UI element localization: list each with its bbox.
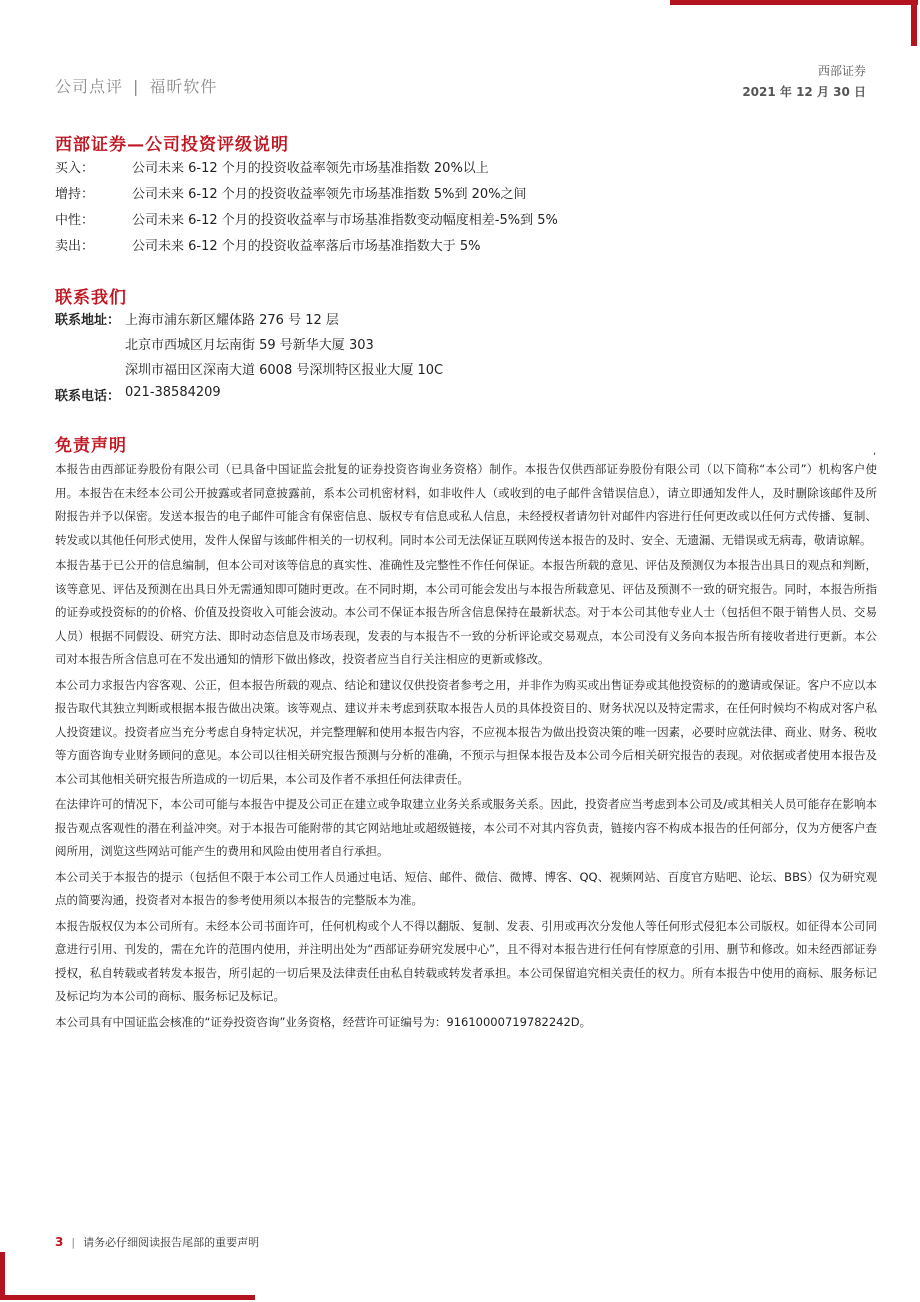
- phone-number: 021-38584209: [125, 385, 221, 400]
- rating-text: 公司未来 6-12 个月的投资收益率领先市场基准指数 5%到 20%之间: [132, 187, 527, 202]
- disclaimer-paragraph: 本报告由西部证券股份有限公司（已具备中国证监会批复的证券投资咨询业务资格）制作。本报告仅供西部证券股份有限公司（以下简称“本公司”）机构客户使用。本报告在未经本公司公开披露或者同意披露前，系本公司机密材料，如非收件人（或收到的电子邮件含错误信息），请立即通知发件人，及时删除该邮件及所附报告并予以保密。发送本报告的电子邮件可能含有保密信息、版权专有信息或私人信息，未经授权者请勿针对邮件内容进行任何更改或以任何方式传播、复制、转发或以其他任何形式使用，发件人保留与该邮件相关的一切权利。同时本公司无法保证互联网传送本报告的及时、安全、无遗漏、无错误或无病毒，敬请谅解。: [55, 462, 877, 547]
- rating-text: 公司未来 6-12 个月的投资收益率领先市场基准指数 20%以上: [132, 161, 489, 176]
- footer-separator: |: [71, 1235, 76, 1249]
- firm-name: 西部证券: [817, 64, 866, 78]
- ratings-title: 西部证券—公司投资评级说明: [55, 135, 289, 155]
- disclaimer-body: [55, 458, 877, 1036]
- corner-frame-top-right: [670, 0, 918, 5]
- rating-row-sell: [55, 235, 481, 254]
- rating-label: 卖出：: [55, 239, 95, 254]
- rating-text: 公司未来 6-12 个月的投资收益率落后市场基准指数大于 5%: [132, 239, 481, 254]
- disclaimer-paragraph: 本报告版权仅为本公司所有。未经本公司书面许可，任何机构或个人不得以翻版、复制、发表、引用或再次分发他人等任何形式侵犯本公司版权。如征得本公司同意进行引用、刊发的，需在允许的范围内使用，并注明出处为“西部证券研究发展中心”，且不得对本报告进行任何有悖原意的引用、删节和修改。如未经西部证券授权，私自转载或者转发本报告，所引起的一切后果及法律责任由私自转载或转发者承担。本公司保留追究相关责任的权力。所有本报告中使用的商标、服务标记及标记均为本公司的商标、服务标记及标记。: [55, 918, 877, 1003]
- address-label: 联系地址：: [55, 313, 121, 328]
- address-beijing: 北京市西城区月坛南街 59 号新华大厦 303: [125, 338, 374, 353]
- disclaimer-paragraph: 本报告基于已公开的信息编制，但本公司对该等信息的真实性、准确性及完整性不作任何保证。本报告所载的意见、评估及预测仅为本报告出具日的观点和判断，该等意见、评估及预测在出具日外无需通知即可随时更改。在不同时期，本公司可能会发出与本报告所载意见、评估及预测不一致的研究报告。同时，本报告所指的证券或投资标的的价格、价值及投资收入可能会波动。本公司不保证本报告所含信息保持在最新状态。对于本公司其他专业人士（包括但不限于销售人员、交易人员）根据不同假设、研究方法、即时动态信息及市场表现，发表的与本报告不一致的分析评论或交易观点，本公司没有义务向本报告所有接收者进行更新。本公司对本报告所含信息可在不发出通知的情形下做出修改，投资者应当自行关注相应的更新或修改。: [55, 558, 877, 666]
- rating-row-neutral: [55, 209, 558, 228]
- disclaimer-paragraph: 在法律许可的情况下，本公司可能与本报告中提及公司正在建立或争取建立业务关系或服务关系。因此，投资者应当考虑到本公司及/或其相关人员可能存在影响本报告观点客观性的潜在利益冲突。对于本报告可能附带的其它网站地址或超级链接，本公司不对其内容负责，链接内容不构成本报告的任何部分，仅为方便客户查阅所用，浏览这些网站可能产生的费用和风险由使用者自行承担。: [55, 797, 877, 858]
- contact-title: 联系我们: [55, 288, 127, 308]
- page-footer: [55, 1234, 259, 1250]
- rating-label: 增持：: [55, 187, 95, 202]
- rating-label: 买入：: [55, 161, 95, 176]
- header-separator: |: [133, 77, 140, 96]
- margin-mark: ,: [873, 446, 877, 457]
- disclaimer-paragraph: 本公司关于本报告的提示（包括但不限于本公司工作人员通过电话、短信、邮件、微信、微博、博客、QQ、视频网站、百度官方贴吧、论坛、BBS）仅为研究观点的简要沟通，投资者对本报告的参考使用须以本报告的完整版本为准。: [55, 869, 877, 907]
- report-header: [55, 74, 217, 97]
- header-right: [742, 62, 866, 100]
- company-name: 福昕软件: [149, 77, 218, 96]
- corner-frame-bottom-left: [0, 1295, 255, 1300]
- phone-label: 联系电话：: [55, 389, 121, 404]
- disclaimer-paragraph: 本公司力求报告内容客观、公正，但本报告所载的观点、结论和建议仅供投资者参考之用，并非作为购买或出售证券或其他投资标的的邀请或保证。客户不应以本报告取代其独立判断或根据本报告做出决策。该等观点、建议并未考虑到获取本报告人员的具体投资目的、财务状况以及特定需求，在任何时候均不构成对客户私人投资建议。投资者应当充分考虑自身特定状况，并完整理解和使用本报告内容，不应视本报告为做出投资决策的唯一因素，必要时应就法律、商业、财务、税收等方面咨询专业财务顾问的意见。本公司以往相关研究报告预测与分析的准确，不预示与担保本报告及本公司今后相关研究报告的表现。对依据或者使用本报告及本公司其他相关研究报告所造成的一切后果，本公司及作者不承担任何法律责任。: [55, 677, 877, 786]
- doc-type: 公司点评: [55, 77, 124, 96]
- rating-text: 公司未来 6-12 个月的投资收益率与市场基准指数变动幅度相差-5%到 5%: [132, 213, 558, 228]
- rating-label: 中性：: [55, 213, 95, 228]
- corner-frame-top-right-vertical: [911, 0, 917, 46]
- disclaimer-title: 免责声明: [55, 436, 127, 456]
- report-date: 2021 年 12 月 30 日: [742, 85, 866, 99]
- rating-row-overweight: [55, 183, 527, 202]
- contact-phone-row: [55, 385, 221, 404]
- rating-row-buy: [55, 157, 489, 176]
- contact-address-row: [55, 309, 339, 328]
- disclaimer-paragraph: 本公司具有中国证监会核准的“证券投资咨询”业务资格，经营许可证编号为：91610000719782242D。: [55, 1014, 592, 1029]
- address-shanghai: 上海市浦东新区耀体路 276 号 12 层: [125, 313, 339, 328]
- page-number: 3: [55, 1235, 64, 1249]
- address-shenzhen: 深圳市福田区深南大道 6008 号深圳特区报业大厦 10C: [125, 363, 444, 378]
- footer-note: 请务必仔细阅读报告尾部的重要声明: [83, 1236, 260, 1249]
- corner-frame-bottom-left-vertical: [0, 1252, 5, 1300]
